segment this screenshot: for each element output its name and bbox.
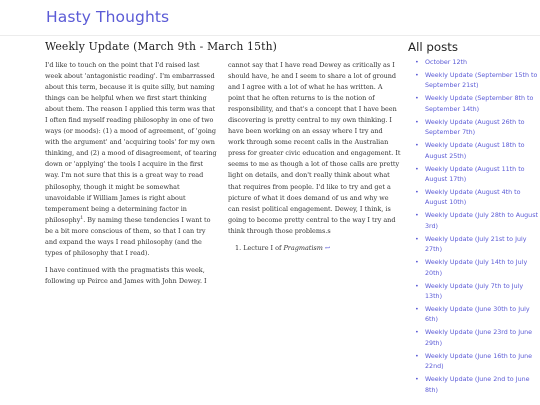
post-list-link[interactable]: Weekly Update (July 14th to July 20th)	[425, 259, 528, 277]
post-paragraph: cannot say that I have read Dewey as critically as I should have, he and I seem to share a lot of ground and I agree with a lot of what he has written. A point that he often returns to is the notion of responsibility, and that's a concept that I have been discovering is pretty central to my own thinking. I have been working on an essay where I try and work through some recent calls in the Australian press for greater civic education and engagement. It seems to me as though a lot of those calls are pretty light on details, and don't really think about what that requires from people. I'd like to try and get a picture of what it does demand of us and why we can resist political engagement. Dewey, I think, is going to become pretty central to the way I try and think through those problems.s	[228, 61, 401, 235]
footnote-backref-link[interactable]: ↩	[324, 243, 331, 252]
post-list-link[interactable]: Weekly Update (June 23rd to June 29th)	[425, 329, 533, 347]
post-list-link[interactable]: Weekly Update (June 30th to July 6th)	[425, 306, 530, 324]
footnote-item	[235, 243, 401, 254]
post-column-left	[45, 60, 218, 293]
post-list-item	[415, 235, 540, 256]
footnote-number: 1.	[235, 243, 242, 252]
post-list-item	[415, 188, 540, 209]
sidebar-title: All posts	[408, 40, 458, 54]
post-list-item	[415, 94, 540, 115]
post-list-item	[415, 258, 540, 279]
post-list-link[interactable]: Weekly Update (August 18th to August 25th)	[425, 142, 525, 160]
post-list-item	[415, 305, 540, 326]
post-paragraph-text-tail: . By naming these tendencies I want to be a bit more conscious of them, so that I can try and expand the ways I read philosophy (and the types of philosophy that I read).	[45, 215, 211, 257]
post-list-item	[415, 71, 540, 92]
footnotes-list	[235, 243, 401, 254]
site-header	[0, 0, 540, 36]
post-list-item	[415, 118, 540, 139]
post-list-item	[415, 375, 540, 396]
post-list-link[interactable]: October 12th	[425, 59, 467, 66]
post-list-link[interactable]: Weekly Update (July 7th to July 13th)	[425, 282, 524, 301]
post-list-link[interactable]: Weekly Update (August 26th to September 7th)	[425, 118, 525, 137]
post-list-item	[415, 328, 540, 349]
post-list-link[interactable]: Weekly Update (September 15th to September 21st)	[425, 72, 538, 90]
post-list-link[interactable]: Weekly Update (July 21st to July 27th)	[425, 235, 527, 254]
post-list-link[interactable]: Weekly Update (July 28th to August 3rd)	[425, 212, 538, 230]
post-paragraph: I have continued with the pragmatists this week, following up Peirce and James with John Dewey. I	[45, 265, 207, 285]
post-list-item	[415, 211, 540, 232]
post-list-link[interactable]: Weekly Update (August 4th to August 10th)	[425, 189, 521, 207]
post-list-item	[415, 352, 540, 373]
sidebar-all-posts	[408, 40, 540, 399]
post-list-link[interactable]: Weekly Update (June 2nd to June 8th)	[425, 376, 530, 394]
footnote-book-title: Pragmatism	[283, 243, 323, 252]
post-article	[45, 40, 405, 285]
post-list-link[interactable]: Weekly Update (August 11th to August 17th)	[425, 165, 525, 184]
post-list-link[interactable]: Weekly Update (June 16th to June 22nd)	[425, 352, 533, 371]
post-title: Weekly Update (March 9th - March 15th)	[45, 40, 278, 53]
footnote-reference-link[interactable]: 1	[80, 215, 84, 221]
post-list-link[interactable]: Weekly Update (September 8th to September 14th)	[425, 95, 534, 113]
post-list-item	[415, 58, 540, 68]
post-list	[408, 58, 540, 396]
post-paragraph-text: I'd like to touch on the point that I'd raised last week about 'antagonistic reading'. I'm embarrassed about this term, because it is quite silly, but naming things can be helpful when we first start thinking about them. The reason I applied this term was that I often find myself reading philosophy in one of two ways (or moods): (1) a mood of agreement, of 'going with the argument' and 'acquiring tools' for my own thinking, and (2) a mood of disagreement, of tearing down or 'applying' the tools I acquire in the first way. I'm not sure that this is a great way to read philosophy, though it might be somewhat unavoidable if William James is right about temperament being a determining factor in philosophy	[45, 61, 217, 224]
post-column-right	[228, 60, 401, 254]
post-list-item	[415, 165, 540, 186]
footnote-text: Lecture I of	[243, 243, 282, 252]
post-list-item	[415, 282, 540, 303]
site-title-link[interactable]: Hasty Thoughts	[46, 8, 170, 26]
post-list-item	[415, 141, 540, 162]
post-paragraph	[45, 60, 218, 259]
